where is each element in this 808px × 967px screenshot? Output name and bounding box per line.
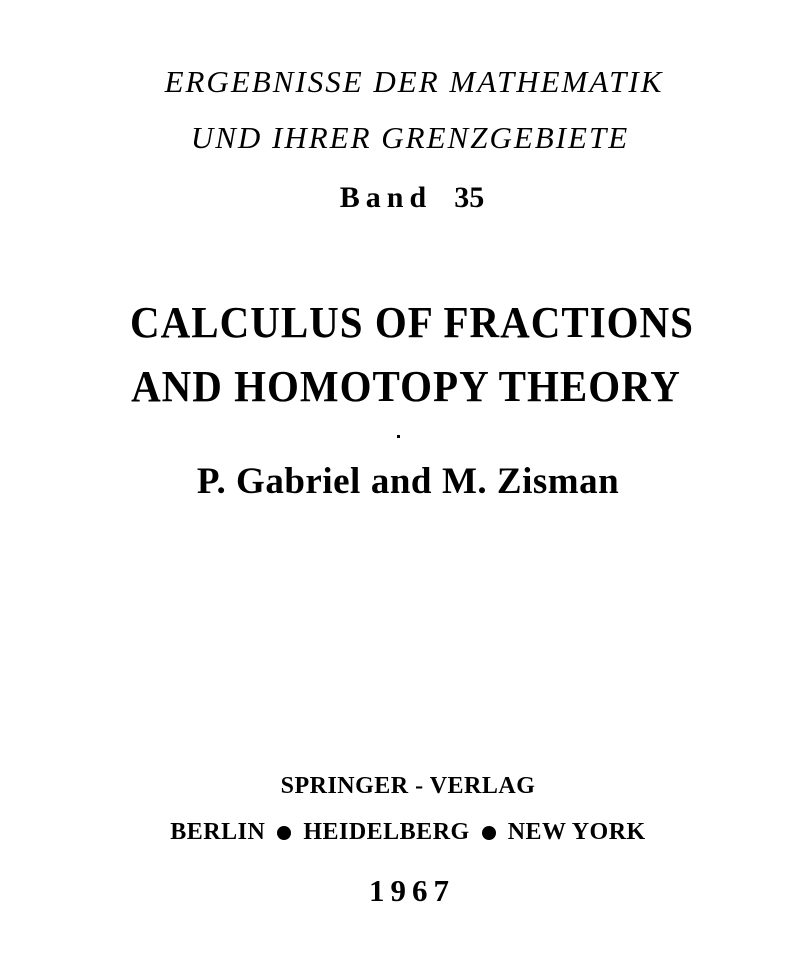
city-2: HEIDELBERG (303, 819, 470, 845)
city-1: BERLIN (170, 819, 266, 845)
bullet-icon (277, 826, 291, 840)
author-2: M. Zisman (441, 461, 620, 502)
author-1: P. Gabriel (196, 461, 361, 502)
author-conjunction: and (370, 461, 432, 502)
book-title-line-1: CALCULUS OF FRACTIONS (130, 297, 694, 347)
band-label: Band (339, 181, 433, 214)
publisher-name: SPRINGER - VERLAG (280, 773, 536, 799)
band-number: 35 (454, 181, 485, 214)
publisher-cities (4, 819, 808, 846)
city-3: NEW YORK (507, 819, 646, 845)
book-title-line-2: AND HOMOTOPY THEORY (131, 361, 681, 411)
series-title-line-1: ERGEBNISSE DER MATHEMATIK (164, 64, 664, 99)
bullet-icon (482, 826, 496, 840)
separator-dot (397, 435, 400, 438)
series-title-line-2: UND IHRER GRENZGEBIETE (190, 120, 630, 155)
authors (4, 460, 808, 503)
volume-number (8, 181, 808, 215)
publication-year: 1967 (369, 873, 455, 908)
